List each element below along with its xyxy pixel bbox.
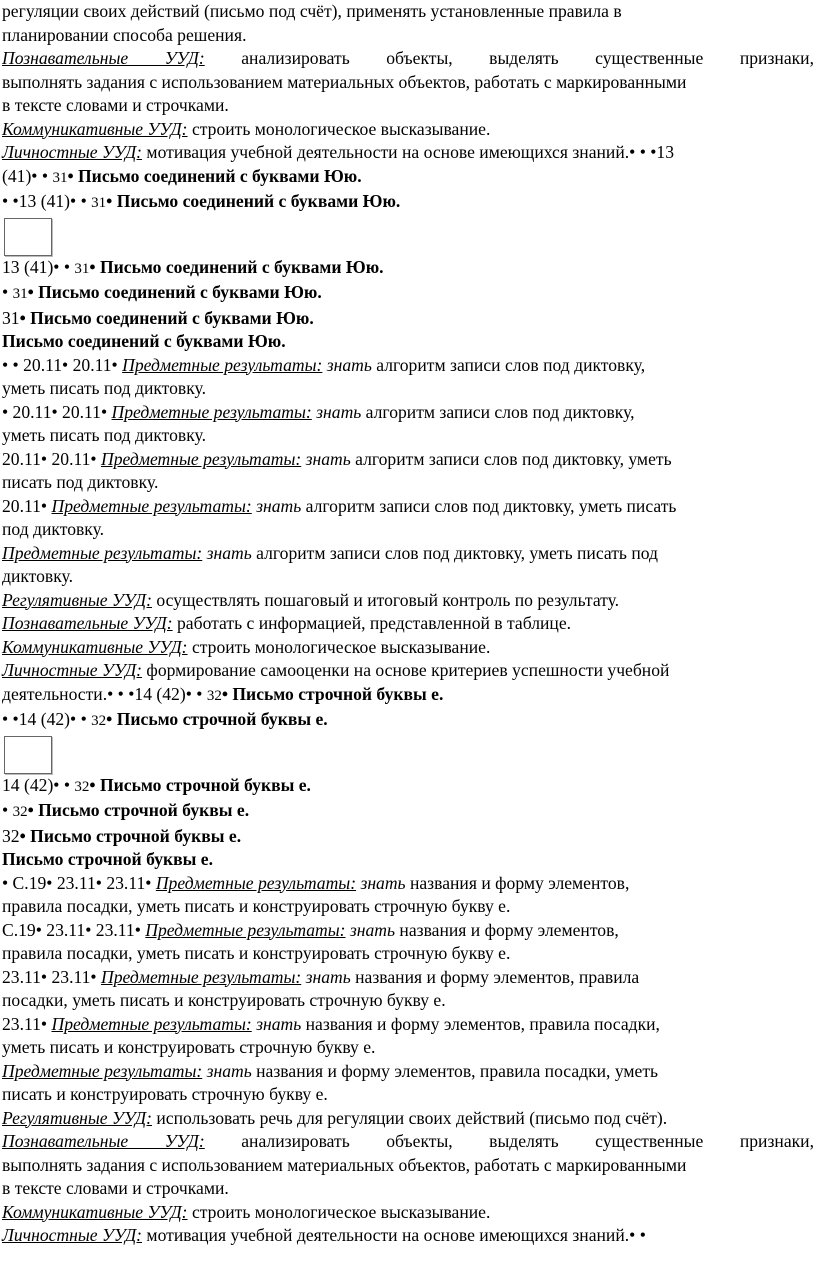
text-line: регуляции своих действий (письмо под счёт), применять установленные правила в [2,1,622,21]
text-span: (41)• • [2,165,53,186]
lesson-title: • Письмо соединений с буквами Юю. [27,282,322,302]
section-label: Познавательные УУД: [2,613,173,633]
text-span: строить монологическое высказывание. [187,1201,491,1222]
section-label: Предметные результаты: [100,966,302,987]
lesson-heading [2,774,814,800]
text-span: алгоритм записи слов под диктовку, уметь [350,448,672,469]
lesson-heading [2,190,814,216]
text-span: названия и форму элементов, правила посадки, уметь [251,1060,659,1081]
lesson-title: • Письмо соединений с буквами Юю. [89,256,384,277]
page-number: 32 [91,713,107,729]
empty-frame [4,736,52,774]
text-span: • [2,282,13,302]
lesson-heading [2,799,814,825]
text-line [2,542,814,566]
section-label: Предметные результаты: [155,872,357,893]
text-span: строить монологическое высказывание. [187,636,491,657]
section-label: Личностные УУД: [2,1225,143,1245]
text-line [2,1130,814,1154]
lesson-heading [2,683,814,709]
text-span: • •13 (41)• • [2,191,92,211]
text-span: алгоритм записи слов под диктовку, уметь писать под [251,542,658,563]
lesson-title: • Письмо строчной буквы е. [27,800,250,820]
date-prefix: 23.11• [2,1013,52,1034]
lesson-title: • Письмо строчной буквы е. [19,825,242,846]
text-line: посадки, уметь писать и конструировать строчную букву е. [2,990,446,1010]
text-span: алгоритм записи слов под диктовку, [361,401,635,422]
text-line [2,1013,814,1037]
text-line [2,448,814,472]
lesson-heading [2,256,814,282]
text-span: работать с информацией, представленной в таблице. [172,613,572,633]
text-span: названия и форму элементов, правила посадки, [301,1013,660,1034]
text-line: под диктовку. [2,519,105,539]
section-label: Коммуникативные УУД: [2,636,188,657]
section-label: Предметные результаты: [145,919,346,940]
text-line [2,872,814,896]
text-span: названия и форму элементов, правила [350,966,640,987]
text-italic: знать [251,495,302,516]
date-prefix: • 20.11• 20.11• [2,401,112,422]
text-line: диктовку. [2,566,73,586]
section-label: Предметные результаты: [111,401,312,422]
text-line [2,589,814,613]
date-prefix: 20.11• [2,495,52,516]
text-line: правила посадки, уметь писать и конструировать строчную букву е. [2,896,511,916]
date-prefix: С.19• 23.11• 23.11• [2,919,146,940]
text-line [2,141,814,165]
section-label: Личностные УУД: [2,660,143,680]
text-italic: знать [311,401,362,422]
section-label: Личностные УУД: [2,142,143,162]
lesson-heading [2,165,814,191]
page-number: 31 [52,169,68,186]
text-line: уметь писать под диктовку. [2,378,206,398]
text-line: планировании способа решения. [2,24,247,45]
text-line [2,118,814,142]
section-label: Познавательные УУД: [2,1131,205,1151]
text-span: осуществлять пошаговый и итоговый контроль по результату. [151,589,620,610]
lesson-heading [2,307,814,331]
text-italic: знать [301,966,351,987]
text-line [2,47,814,71]
lesson-title: • Письмо строчной буквы е. [221,683,444,704]
section-label: Предметные результаты: [2,542,203,563]
text-line [2,612,814,636]
text-line [2,1060,814,1084]
section-label: Предметные результаты: [100,448,302,469]
text-span: названия и форму элементов, [395,919,619,940]
text-span: строить монологическое высказывание. [187,118,491,139]
date-prefix: • С.19• 23.11• 23.11• [2,872,156,893]
lesson-title: Письмо строчной буквы е. [2,849,213,869]
text-italic: знать [322,354,372,375]
text-span: деятельности.• • •14 (42)• • [2,683,207,704]
section-label: Коммуникативные УУД: [2,1201,188,1222]
text-span: мотивация учебной деятельности на основе имеющихся знаний.• • •13 [142,142,675,162]
lesson-title: • Письмо строчной буквы е. [89,774,311,795]
text-line: уметь писать и конструировать строчную букву е. [2,1037,376,1057]
section-label: Предметные результаты: [51,495,252,516]
section-label: Регулятивные УУД: [2,589,152,610]
lesson-title: • Письмо соединений с буквами Юю. [106,191,401,211]
page-number: 31 [2,307,20,328]
section-label: Коммуникативные УУД: [2,118,188,139]
section-label: Предметные результаты: [122,354,323,375]
text-line [2,495,814,519]
text-span: • [2,800,13,820]
text-line: писать и конструировать строчную букву е. [2,1084,328,1104]
text-line: уметь писать под диктовку. [2,425,206,445]
text-line [2,401,814,425]
text-span: • •14 (42)• • [2,709,92,729]
text-span: анализировать объекты, выделять существенные признаки, [204,48,814,68]
text-line: в тексте словами и строчками. [2,95,229,115]
empty-frame [4,218,52,256]
text-line: правила посадки, уметь писать и конструировать строчную букву е. [2,943,511,963]
text-line [2,354,814,378]
text-line [2,1107,814,1131]
text-span: использовать речь для регуляции своих действий (письмо под счёт). [151,1107,668,1128]
page-number: 32 [74,778,90,795]
page-number: 32 [2,825,20,846]
section-label: Познавательные УУД: [2,48,205,68]
date-prefix: 20.11• 20.11• [2,448,101,469]
text-italic: знать [202,542,252,563]
lesson-heading [2,708,814,734]
section-label: Регулятивные УУД: [2,1107,152,1128]
text-line [2,659,814,683]
text-line [2,1201,814,1225]
lesson-heading [2,825,814,849]
text-italic: знать [345,919,396,940]
text-line [2,636,814,660]
text-span: 14 (42)• • [2,774,75,795]
lesson-title: Письмо соединений с буквами Юю. [2,331,286,351]
date-prefix: • • 20.11• 20.11• [2,354,123,375]
page-number: 32 [12,804,28,820]
text-italic: знать [356,872,406,893]
date-prefix: 23.11• 23.11• [2,966,101,987]
lesson-title: • Письмо соединений с буквами Юю. [19,307,314,328]
section-label: Предметные результаты: [2,1060,203,1081]
text-line [2,1224,814,1248]
page-number: 31 [12,286,28,302]
text-span: названия и форму элементов, [405,872,630,893]
text-italic: знать [202,1060,252,1081]
text-line [2,966,814,990]
lesson-heading [2,281,814,307]
page-number: 31 [91,195,107,211]
text-line: писать под диктовку. [2,472,159,492]
lesson-title: • Письмо соединений с буквами Юю. [67,165,362,186]
text-span: формирование самооценки на основе критериев успешности учебной [142,660,670,680]
text-span: мотивация учебной деятельности на основе имеющихся знаний.• • [142,1225,646,1245]
text-line: в тексте словами и строчками. [2,1178,229,1198]
text-span: алгоритм записи слов под диктовку, уметь писать [301,495,677,516]
section-label: Предметные результаты: [51,1013,252,1034]
text-span: 13 (41)• • [2,256,75,277]
text-italic: знать [301,448,351,469]
lesson-title: • Письмо строчной буквы е. [106,709,328,729]
text-italic: знать [251,1013,302,1034]
text-line: выполнять задания с использованием материальных объектов, работать с маркированными [2,71,687,92]
text-span: алгоритм записи слов под диктовку, [371,354,646,375]
text-span: анализировать объекты, выделять существенные признаки, [204,1131,814,1151]
text-line: выполнять задания с использованием материальных объектов, работать с маркированными [2,1154,687,1175]
text-line [2,919,814,943]
page-number: 32 [206,687,222,704]
page-number: 31 [74,260,90,277]
